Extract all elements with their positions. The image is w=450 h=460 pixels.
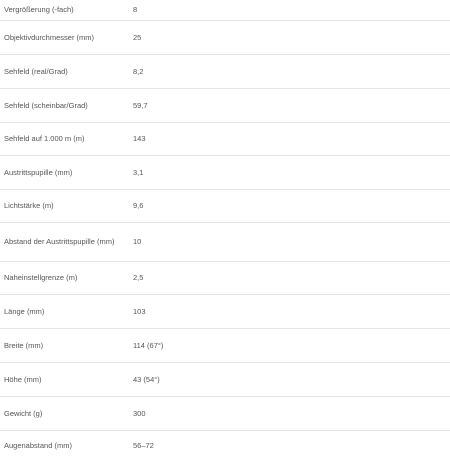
table-row: [0, 89, 450, 123]
table-row: [0, 329, 450, 363]
spec-value: 56–72: [129, 431, 450, 460]
spec-label: Objektivdurchmesser (mm): [0, 21, 129, 55]
table-row: [0, 397, 450, 431]
spec-value: 2,5: [129, 262, 450, 295]
spec-value: 3,1: [129, 156, 450, 190]
table-row: [0, 156, 450, 190]
spec-label: Austrittspupille (mm): [0, 156, 129, 190]
spec-value: 103: [129, 295, 450, 329]
table-row: [0, 262, 450, 295]
spec-value: 8,2: [129, 55, 450, 89]
spec-label: Vergrößerung (-fach): [0, 0, 129, 21]
spec-value: 43 (54°): [129, 363, 450, 397]
spec-value: 114 (67°): [129, 329, 450, 363]
table-row: [0, 55, 450, 89]
table-row: [0, 123, 450, 156]
spec-label: Augenabstand (mm): [0, 431, 129, 460]
spec-label: Naheinstellgrenze (m): [0, 262, 129, 295]
spec-value: 9,6: [129, 190, 450, 223]
spec-value: 10: [129, 223, 450, 262]
table-row: [0, 0, 450, 21]
spec-label: Sehfeld auf 1.000 m (m): [0, 123, 129, 156]
table-row: [0, 223, 450, 262]
table-row: [0, 363, 450, 397]
spec-value: 59,7: [129, 89, 450, 123]
spec-label: Höhe (mm): [0, 363, 129, 397]
table-row: [0, 190, 450, 223]
table-row: [0, 431, 450, 460]
table-row: [0, 295, 450, 329]
spec-label: Gewicht (g): [0, 397, 129, 431]
spec-label: Sehfeld (real/Grad): [0, 55, 129, 89]
spec-label: Länge (mm): [0, 295, 129, 329]
spec-label: Sehfeld (scheinbar/Grad): [0, 89, 129, 123]
spec-value: 300: [129, 397, 450, 431]
spec-value: 8: [129, 0, 450, 21]
spec-label: Lichtstärke (m): [0, 190, 129, 223]
table-row: [0, 21, 450, 55]
spec-label: Breite (mm): [0, 329, 129, 363]
spec-label: Abstand der Austrittspupille (mm): [0, 223, 129, 262]
spec-value: 143: [129, 123, 450, 156]
spec-value: 25: [129, 21, 450, 55]
